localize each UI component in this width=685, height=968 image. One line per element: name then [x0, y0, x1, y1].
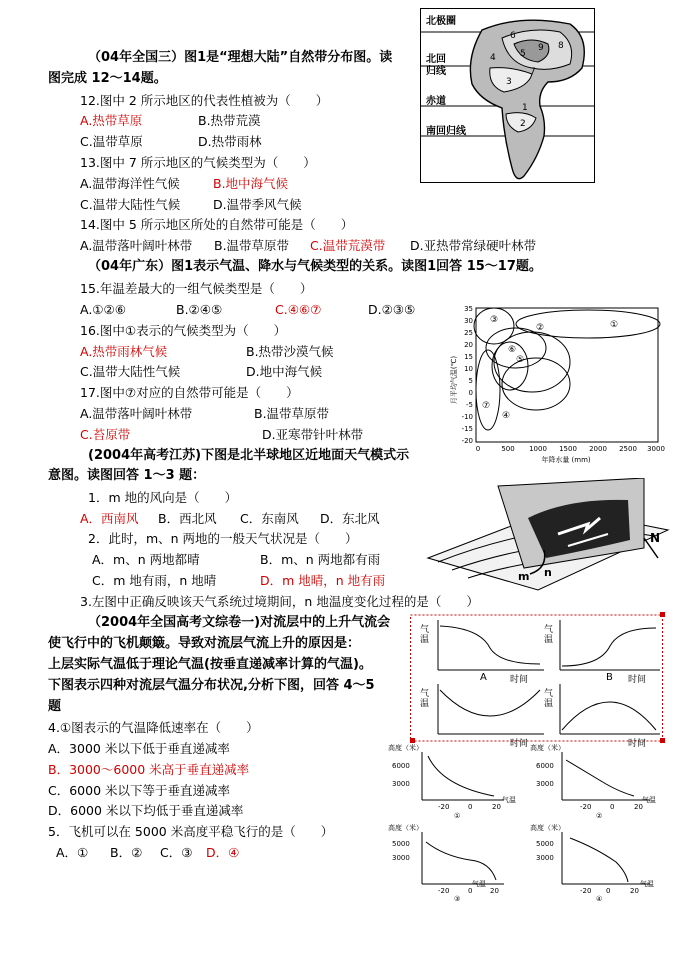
q15-stem: 15.年温差最大的一组气候类型是（ ）	[80, 281, 313, 296]
q2-option-b: B．m、n 两地都有雨	[260, 552, 381, 567]
zone-6: 6	[510, 31, 516, 41]
q16-option-c: C.温带大陆性气候	[80, 364, 181, 379]
q13-option-c: C.温带大陆性气候	[80, 197, 181, 212]
q4-option-d: D．6000 米以下均低于垂直递减率	[48, 803, 244, 818]
ytick-35: 35	[464, 305, 473, 313]
q16-stem: 16.图中①表示的气候类型为（ ）	[80, 323, 287, 338]
p3-y-title: 高度（米）	[388, 824, 423, 832]
zone-8: 8	[558, 41, 564, 51]
q1-stem: 1．m 地的风向是（ ）	[88, 490, 238, 505]
q4-stem: 4.①图表示的气温降低速率在（ ）	[48, 720, 259, 735]
plot-2-label: ②	[596, 812, 603, 820]
p4-x-20: 20	[630, 887, 639, 895]
p4-y-5000: 5000	[536, 840, 554, 848]
p4-x-title: 气温	[640, 880, 654, 888]
climate-2: ②	[536, 323, 545, 333]
p2-y-title: 高度（米）	[530, 744, 565, 752]
p2-x-20: 20	[634, 803, 643, 811]
ideal-continent-figure	[420, 8, 595, 183]
q16-option-a: A.热带雨林气候	[80, 344, 168, 359]
plot-b-label: B	[606, 672, 613, 683]
xtick-1500: 1500	[559, 445, 577, 453]
p1-xlabel: 时间	[510, 675, 529, 685]
q15-option-b: B.②④⑤	[176, 302, 223, 317]
q15-option-d: D.②③⑤	[368, 302, 416, 317]
q12-14-intro-line1: （04年全国三）图1是“理想大陆”自然带分布图。读	[88, 50, 393, 65]
q1-3-intro-line1: (2004年高考江苏)下图是北半球地区近地面天气模式示	[88, 448, 410, 463]
p2-y-6000: 6000	[536, 762, 554, 770]
climate-7: ⑦	[482, 401, 491, 411]
pB-ylabel-1: 气	[544, 689, 554, 699]
q4-5-intro-line3: 上层实际气温低于理论气温(按垂直递减率计算的气温)。	[48, 657, 372, 672]
weather-system-figure	[418, 478, 674, 596]
p4-y-title: 高度（米）	[530, 824, 565, 832]
ytick-5: 5	[468, 377, 473, 385]
north-label: N	[650, 531, 661, 545]
pA-ylabel-1: 气	[420, 689, 430, 699]
q14-option-a: A.温带落叶阔叶林带	[80, 238, 193, 253]
zone-2: 2	[520, 119, 526, 129]
q4-5-intro-line5: 题	[48, 699, 62, 714]
pB-ylabel-2: 温	[544, 699, 554, 709]
ytick-m5: -5	[466, 401, 473, 409]
y-axis-label: 月平均气温(℃)	[450, 355, 458, 405]
climate-3: ③	[490, 315, 499, 325]
q4-5-intro-line1: （2004年全国高考文综卷一)对流层中的上升气流会	[88, 615, 391, 630]
q1-option-a: A．西南风	[80, 511, 139, 526]
q12-14-intro-line2: 图完成 12～14题。	[48, 71, 167, 86]
ytick-10: 10	[464, 365, 473, 373]
q14-stem: 14.图中 5 所示地区所处的自然带可能是（ ）	[80, 217, 354, 232]
zone-7: 7	[530, 67, 536, 77]
p3-y-3000: 3000	[392, 854, 410, 862]
zone-5: 5	[520, 49, 526, 59]
zone-3: 3	[506, 77, 512, 87]
p2-ylabel-2: 温	[544, 635, 554, 645]
climate-4: ④	[502, 411, 511, 421]
pB-xlabel: 时间	[628, 739, 647, 748]
p3-x-title: 气温	[472, 880, 486, 888]
p1-y-title: 高度（米）	[388, 744, 423, 752]
label-tropic-north-1: 北回	[426, 54, 446, 65]
point-m: m	[518, 570, 530, 583]
p1-y-3000: 3000	[392, 780, 410, 788]
pA-ylabel-2: 温	[420, 699, 430, 709]
xtick-2000: 2000	[589, 445, 607, 453]
xtick-0: 0	[475, 445, 481, 453]
q1-3-intro-line2: 意图。读图回答 1～3 题：	[48, 468, 206, 483]
xtick-1000: 1000	[529, 445, 547, 453]
climate-1: ①	[610, 320, 619, 330]
q1-option-c: C．东南风	[240, 511, 299, 526]
ytick-30: 30	[464, 317, 473, 325]
p2-x-title: 气温	[642, 796, 656, 804]
p2-ylabel-1: 气	[544, 625, 554, 635]
q2-option-c: C．m 地有雨，n 地晴	[92, 573, 217, 588]
p3-x-m20: -20	[438, 887, 450, 895]
q2-stem: 2．此时，m、n 两地的一般天气状况是（ ）	[88, 531, 358, 546]
q13-option-a: A.温带海洋性气候	[80, 176, 180, 191]
climate-5: ⑤	[516, 355, 525, 365]
p3-x-0: 0	[468, 887, 473, 895]
q14-option-c: C.温带荒漠带	[310, 238, 386, 253]
q16-option-b: B.热带沙漠气候	[246, 344, 334, 359]
p1-x-title: 气温	[502, 796, 516, 804]
altitude-temperature-plots	[384, 738, 666, 902]
xtick-3000: 3000	[647, 445, 665, 453]
xtick-2500: 2500	[619, 445, 637, 453]
ytick-m15: -15	[461, 425, 473, 433]
q13-stem: 13.图中 7 所示地区的气候类型为（ ）	[80, 155, 316, 170]
q3-stem: 3.左图中正确反映该天气系统过境期间，n 地温度变化过程的是（ ）	[80, 594, 479, 609]
q5-option-c: C．③	[160, 845, 193, 860]
ytick-20: 20	[464, 341, 473, 349]
p1-ylabel-1: 气	[420, 625, 430, 635]
q16-option-d: D.地中海气候	[246, 364, 323, 379]
q17-option-c: C.苔原带	[80, 427, 131, 442]
q4-option-b: B．3000～6000 米高于垂直递减率	[48, 762, 250, 777]
p1-x-m20: -20	[438, 803, 450, 811]
plot-a-label: A	[480, 672, 487, 683]
p1-x-20: 20	[492, 803, 501, 811]
ytick-m10: -10	[461, 413, 473, 421]
q12-option-c: C.温带草原	[80, 134, 143, 149]
label-arctic-circle: 北极圈	[426, 16, 456, 27]
q4-5-intro-line4: 下图表示四种对流层气温分布状况,分析下图，回答 4～5	[48, 678, 375, 693]
q5-stem: 5．飞机可以在 5000 米高度平稳飞行的是（ ）	[48, 824, 334, 839]
ytick-0: 0	[468, 389, 473, 397]
q17-stem: 17.图中⑦对应的自然带可能是（ ）	[80, 385, 299, 400]
label-tropic-south: 南回归线	[426, 126, 466, 137]
q14-option-d: D.亚热带常绿硬叶林带	[410, 238, 537, 253]
p2-x-m20: -20	[580, 803, 592, 811]
plot-3-label: ③	[454, 895, 461, 902]
q13-option-d: D.温带季风气候	[213, 197, 302, 212]
pA-xlabel: 时间	[510, 739, 529, 748]
p3-x-20: 20	[490, 887, 499, 895]
q13-option-b: B.地中海气候	[213, 176, 289, 191]
label-tropic-north-2: 归线	[426, 66, 446, 77]
q15-17-intro: （04年广东）图1表示气温、降水与气候类型的关系。读图1回答 15～17题。	[88, 259, 542, 274]
q17-option-d: D.亚寒带针叶林带	[262, 427, 364, 442]
p4-x-m20: -20	[580, 887, 592, 895]
ytick-25: 25	[464, 329, 473, 337]
q4-option-a: A．3000 米以下低于垂直递减率	[48, 741, 230, 756]
xtick-500: 500	[501, 445, 515, 453]
q4-5-intro-line2: 使飞行中的飞机颠簸。导致对流层气流上升的原因是：	[48, 636, 361, 651]
temperature-time-plots	[410, 612, 670, 748]
q2-option-d: D．m 地晴，n 地有雨	[260, 573, 386, 588]
p1-x-0: 0	[468, 803, 473, 811]
q2-option-a: A．m、n 两地都晴	[92, 552, 200, 567]
q12-option-a: A.热带草原	[80, 113, 143, 128]
q14-option-b: B.温带草原带	[214, 238, 290, 253]
p1-y-6000: 6000	[392, 762, 410, 770]
ytick-15: 15	[464, 353, 473, 361]
zone-1: 1	[522, 103, 528, 113]
q4-option-c: C．6000 米以下等于垂直递减率	[48, 783, 231, 798]
label-equator: 赤道	[426, 96, 446, 107]
p3-y-5000: 5000	[392, 840, 410, 848]
q17-option-a: A.温带落叶阔叶林带	[80, 406, 193, 421]
q5-option-a: A．①	[56, 845, 89, 860]
q5-option-b: B．②	[110, 845, 143, 860]
q12-option-b: B.热带荒漠	[198, 113, 261, 128]
p2-y-3000: 3000	[536, 780, 554, 788]
q17-option-b: B.温带草原带	[254, 406, 330, 421]
p4-y-3000: 3000	[536, 854, 554, 862]
q5-option-d: D．④	[206, 845, 240, 860]
x-axis-label: 年降水量 (mm)	[541, 456, 591, 464]
plot-4-label: ④	[596, 895, 603, 902]
climate-type-chart	[448, 290, 670, 470]
q15-option-a: A.①②⑥	[80, 302, 126, 317]
zone-4: 4	[490, 53, 496, 63]
plot-1-label: ①	[454, 812, 461, 820]
zone-9: 9	[538, 43, 544, 53]
climate-6: ⑥	[508, 345, 517, 355]
q12-option-d: D.热带雨林	[198, 134, 262, 149]
p4-x-0: 0	[606, 887, 611, 895]
p2-xlabel: 时间	[628, 675, 647, 685]
p1-ylabel-2: 温	[420, 635, 430, 645]
q1-option-b: B．西北风	[158, 511, 217, 526]
point-n: n	[544, 566, 552, 579]
q1-option-d: D．东北风	[320, 511, 380, 526]
q15-option-c: C.④⑥⑦	[275, 302, 322, 317]
ytick-m20: -20	[461, 437, 473, 445]
q12-stem: 12.图中 2 所示地区的代表性植被为（ ）	[80, 93, 329, 108]
p2-x-0: 0	[610, 803, 615, 811]
